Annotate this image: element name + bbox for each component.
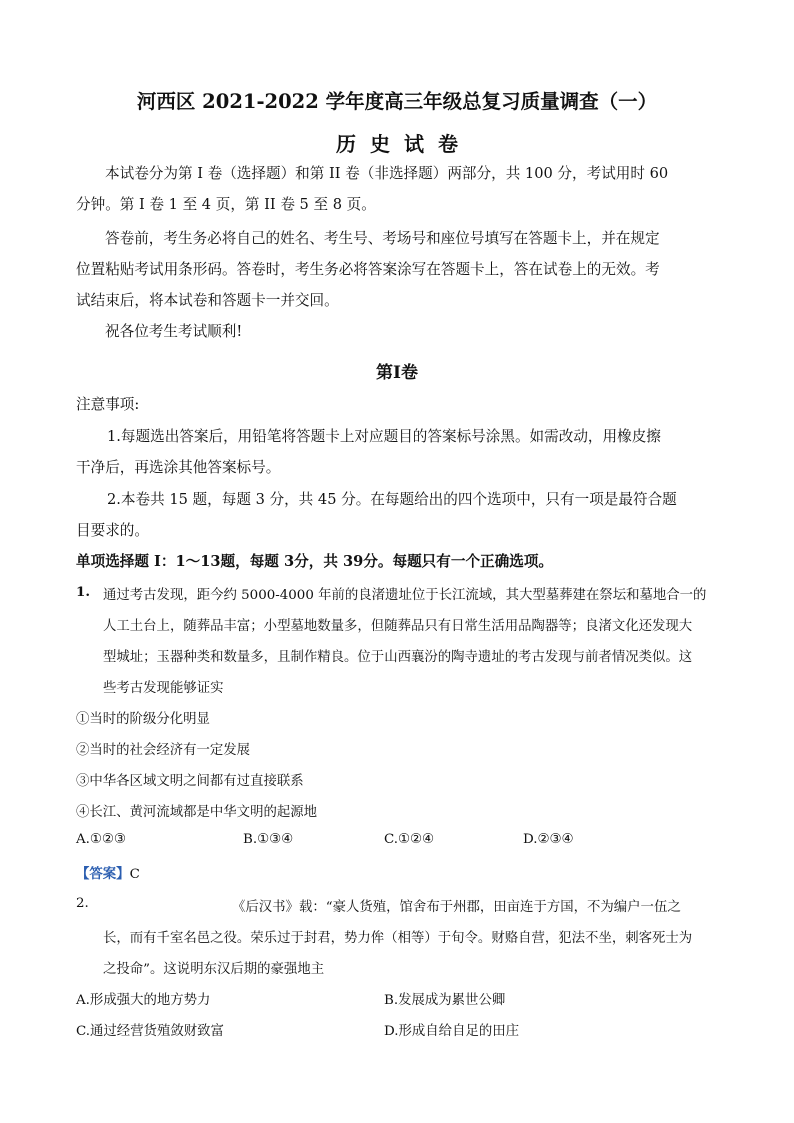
answer-label: 【答案】: [76, 866, 130, 882]
intro-p2-line2: 位置粘贴考试用条形码。答卷时，考生务必将答案涂写在答题卡上，答在试卷上的无效。考: [76, 261, 660, 278]
question-1-statement-3: ③中华各区域文明之间都有过直接联系: [76, 774, 304, 789]
question-1-answer: [76, 863, 140, 882]
notice-2-line1: 2.本卷共 15 题，每题 3 分，共 45 分。在每题给出的四个选项中，只有一项是最符合题: [107, 491, 677, 508]
question-2-line3: 之投命”。这说明东汉后期的豪强地主: [103, 962, 325, 977]
question-2-option-b: B.发展成为累世公卿: [384, 993, 506, 1008]
notice-1-line1: 1.每题选出答案后，用铅笔将答题卡上对应题目的答案标号涂黑。如需改动，用橡皮擦: [107, 428, 661, 445]
exam-subtitle: 历史试卷: [336, 132, 472, 156]
question-1-number: 1.: [76, 584, 90, 600]
question-1-option-d: D.②③④: [523, 832, 574, 847]
question-1-option-b: B.①③④: [243, 832, 294, 847]
answer-value: C: [129, 867, 140, 882]
single-choice-heading: 单项选择题 I：1～13题，每题 3分，共 39分。每题只有一个正确选项。: [76, 553, 554, 570]
intro-p3: 祝各位考生考试顺利!: [105, 323, 243, 340]
notice-2-line2: 目要求的。: [76, 522, 149, 539]
question-2-line1: 《后汉书》载：“豪人货殖，馆舍布于州郡，田亩连于方国，不为编户一伍之: [232, 900, 681, 915]
question-1-statement-4: ④长江、黄河流域都是中华文明的起源地: [76, 805, 318, 820]
intro-p1-line1: 本试卷分为第 I 卷（选择题）和第 II 卷（非选择题）两部分，共 100 分，考试用时 60: [105, 165, 669, 182]
question-2-option-c: C.通过经营货殖敛财致富: [76, 1024, 224, 1039]
intro-p2-line1: 答卷前，考生务必将自己的姓名、考生号、考场号和座位号填写在答题卡上，并在规定: [105, 230, 660, 247]
question-1-option-c: C.①②④: [384, 832, 435, 847]
intro-p2-line3: 试结束后，将本试卷和答题卡一并交回。: [76, 292, 339, 309]
question-1-line2: 人工土台上，随葬品丰富；小型墓地数量多，但随葬品只有日常生活用品陶器等；良渚文化还发现大: [103, 619, 693, 634]
intro-p1-line2: 分钟。第 I 卷 1 至 4 页，第 II 卷 5 至 8 页。: [76, 196, 376, 213]
notice-1-line2: 干净后，再选涂其他答案标号。: [76, 459, 281, 476]
exam-title: 河西区 2021-2022 学年度高三年级总复习质量调查（一）: [136, 90, 658, 113]
question-1-line4: 些考古发现能够证实: [103, 681, 224, 696]
question-2-option-d: D.形成自给自足的田庄: [384, 1024, 520, 1039]
question-2-line2: 长，而有千室名邑之役。荣乐过于封君，势力侔（相等）于旬令。财赂自营，犯法不坐，刺客死士为: [103, 931, 693, 946]
question-2-number: 2.: [76, 896, 89, 911]
section-title: 第Ⅰ卷: [376, 363, 418, 383]
notice-label: 注意事项:: [76, 396, 140, 413]
question-1-option-a: A.①②③: [76, 832, 126, 847]
question-1-line1: 通过考古发现，距今约 5000-4000 年前的良渚遗址位于长江流域，其大型墓葬建在祭坛和墓地合一的: [103, 588, 707, 603]
question-1-line3: 型城址；玉器种类和数量多，且制作精良。位于山西襄汾的陶寺遗址的考古发现与前者情况类似。这: [103, 650, 693, 665]
question-1-statement-2: ②当时的社会经济有一定发展: [76, 743, 251, 758]
question-1-statement-1: ①当时的阶级分化明显: [76, 712, 210, 727]
question-2-option-a: A.形成强大的地方势力: [76, 993, 211, 1008]
